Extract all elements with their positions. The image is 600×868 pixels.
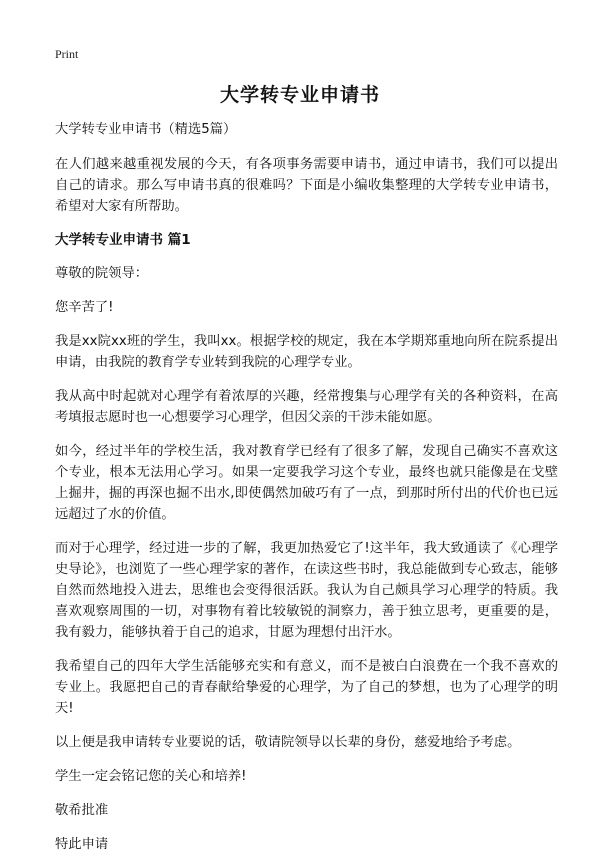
greeting: 您辛苦了! <box>55 300 114 315</box>
body-paragraph: 学生一定会铭记您的关心和培养! <box>55 769 247 784</box>
body-paragraph: 我是xx院xx班的学生，我叫xx。根据学校的规定，我在本学期郑重地向所在院系提出申请，由我院的教育学专业转到我院的心理学专业。 <box>55 334 558 370</box>
section-heading: 大学转专业申请书 篇1 <box>55 232 191 248</box>
salutation: 尊敬的院领导： <box>55 266 149 281</box>
print-link[interactable]: Print <box>55 47 79 61</box>
body-paragraph: 我从高中时起就对心理学有着浓厚的兴趣，经常搜集与心理学有关的各种资料，在高考填报志愿时也一心想要学习心理学，但因父亲的干涉未能如愿。 <box>55 389 558 425</box>
page-title: 大学转专业申请书 <box>219 84 380 106</box>
document-body <box>55 119 558 868</box>
body-paragraph: 而对于心理学，经过进一步的了解，我更加热爱它了!这半年，我大致通读了《心理学史导论》，也浏览了一些心理学家的著作，在读这些书时，我总能做到专心致志，能够自然而然地投入进去，思维也会变得很活跃。我认为自己颇具学习心理学的特质。我喜欢观察周围的一切，对事物有着比较敏锐的洞察力，善于独立思考，更重要的是，我有毅力，能够执着于自己的追求，甘愿为理想付出汗水。 <box>55 541 558 640</box>
body-paragraph: 我希望自己的四年大学生活能够充实和有意义，而不是被白白浪费在一个我不喜欢的专业上。我愿把自己的青春献给挚爱的心理学，为了自己的梦想，也为了心理学的明天! <box>55 659 558 716</box>
closing-statement: 特此申请 <box>55 837 109 852</box>
closing-request: 敬希批准 <box>55 803 109 818</box>
body-paragraph: 如今，经过半年的学校生活，我对教育学已经有了很多了解，发现自己确实不喜欢这个专业，根本无法用心学习。如果一定要我学习这个专业，最终也就只能像是在戈壁上掘井，掘的再深也掘不出水,即使偶然加破巧有了一点，到那时所付出的代价也已远远超过了水的价值。 <box>55 444 558 522</box>
subtitle: 大学转专业申请书（精选5篇） <box>55 122 237 137</box>
body-paragraph: 以上便是我申请转专业要说的话，敬请院领导以长辈的身份，慈爱地给予考虑。 <box>55 735 521 750</box>
intro-paragraph: 在人们越来越重视发展的今天，有各项事务需要申请书，通过申请书，我们可以提出自己的请求。那么写申请书真的很难吗？下面是小编收集整理的大学转专业申请书，希望对大家有所帮助。 <box>55 157 558 214</box>
